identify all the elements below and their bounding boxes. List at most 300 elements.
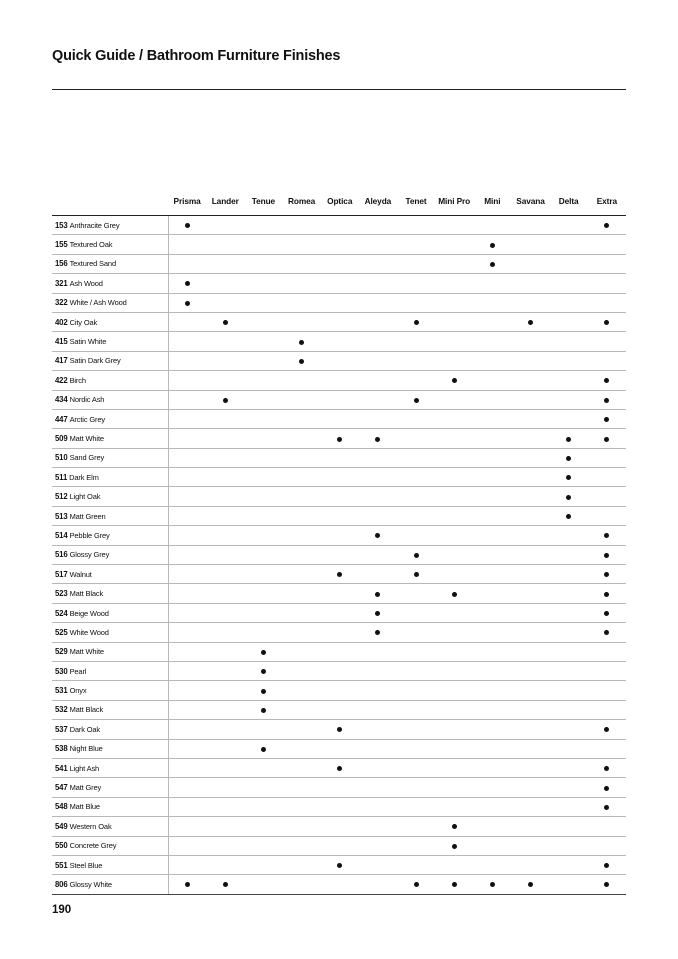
finish-code: 523 xyxy=(55,589,68,599)
availability-cell xyxy=(435,468,473,487)
availability-cell xyxy=(244,526,282,545)
availability-cell xyxy=(244,312,282,331)
availability-cell xyxy=(550,409,588,428)
finish-label xyxy=(52,739,168,758)
finish-name: Matt Grey xyxy=(69,783,102,793)
availability-cell xyxy=(168,429,206,448)
availability-cell xyxy=(397,875,435,894)
availability-cell xyxy=(206,565,244,584)
finish-label xyxy=(52,487,168,506)
availability-cell xyxy=(511,642,549,661)
availability-cell xyxy=(588,739,626,758)
availability-cell xyxy=(282,720,320,739)
availability-cell xyxy=(244,371,282,390)
finish-name: White Wood xyxy=(69,627,109,637)
availability-cell xyxy=(511,584,549,603)
table-row xyxy=(52,584,626,603)
availability-cell xyxy=(397,758,435,777)
availability-cell xyxy=(244,409,282,428)
availability-cell xyxy=(282,875,320,894)
availability-dot-icon xyxy=(375,630,380,635)
availability-cell xyxy=(550,875,588,894)
availability-cell xyxy=(473,409,511,428)
finishes-table xyxy=(52,186,626,895)
availability-cell xyxy=(321,603,359,622)
availability-cell xyxy=(435,487,473,506)
availability-cell xyxy=(511,351,549,370)
availability-cell xyxy=(397,429,435,448)
availability-cell xyxy=(397,565,435,584)
availability-cell xyxy=(282,758,320,777)
availability-dot-icon xyxy=(452,844,457,849)
availability-cell xyxy=(511,603,549,622)
availability-cell xyxy=(321,681,359,700)
table-row xyxy=(52,661,626,680)
availability-cell xyxy=(511,836,549,855)
availability-cell xyxy=(397,487,435,506)
availability-cell xyxy=(168,642,206,661)
availability-cell xyxy=(473,468,511,487)
availability-cell xyxy=(206,875,244,894)
availability-cell xyxy=(550,545,588,564)
availability-cell xyxy=(473,700,511,719)
availability-cell xyxy=(206,778,244,797)
availability-cell xyxy=(359,429,397,448)
availability-dot-icon xyxy=(604,320,609,325)
availability-cell xyxy=(321,429,359,448)
availability-cell xyxy=(550,584,588,603)
availability-cell xyxy=(435,700,473,719)
availability-cell xyxy=(206,487,244,506)
availability-cell xyxy=(588,390,626,409)
availability-cell xyxy=(244,642,282,661)
availability-cell xyxy=(511,817,549,836)
availability-dot-icon xyxy=(566,495,571,500)
table-row xyxy=(52,235,626,254)
availability-cell xyxy=(321,817,359,836)
availability-cell xyxy=(321,487,359,506)
availability-cell xyxy=(550,487,588,506)
availability-cell xyxy=(588,216,626,235)
availability-cell xyxy=(473,293,511,312)
column-header-tenue: Tenue xyxy=(244,186,282,216)
availability-cell xyxy=(282,700,320,719)
availability-cell xyxy=(321,778,359,797)
column-header-tenet: Tenet xyxy=(397,186,435,216)
availability-cell xyxy=(244,797,282,816)
availability-cell xyxy=(168,371,206,390)
finish-label xyxy=(52,254,168,273)
availability-cell xyxy=(168,700,206,719)
availability-cell xyxy=(473,720,511,739)
availability-cell xyxy=(397,448,435,467)
finish-label xyxy=(52,603,168,622)
availability-cell xyxy=(588,623,626,642)
finish-label xyxy=(52,855,168,874)
availability-cell xyxy=(435,545,473,564)
availability-cell xyxy=(282,254,320,273)
availability-cell xyxy=(588,468,626,487)
finish-name: Matt Black xyxy=(69,705,104,715)
availability-cell xyxy=(244,817,282,836)
availability-cell xyxy=(321,836,359,855)
availability-cell xyxy=(397,661,435,680)
availability-cell xyxy=(473,235,511,254)
table-row xyxy=(52,681,626,700)
availability-cell xyxy=(588,797,626,816)
availability-cell xyxy=(321,720,359,739)
finish-name: Steel Blue xyxy=(69,860,103,870)
availability-cell xyxy=(168,739,206,758)
availability-cell xyxy=(321,661,359,680)
availability-cell xyxy=(321,584,359,603)
finish-name: Matt Green xyxy=(69,511,106,521)
availability-cell xyxy=(588,758,626,777)
table-row xyxy=(52,526,626,545)
availability-cell xyxy=(473,661,511,680)
availability-cell xyxy=(473,216,511,235)
availability-cell xyxy=(206,526,244,545)
availability-dot-icon xyxy=(452,592,457,597)
availability-cell xyxy=(397,739,435,758)
availability-cell xyxy=(168,409,206,428)
availability-cell xyxy=(435,351,473,370)
availability-cell xyxy=(168,584,206,603)
availability-cell xyxy=(473,526,511,545)
availability-cell xyxy=(473,351,511,370)
availability-dot-icon xyxy=(604,572,609,577)
availability-cell xyxy=(550,758,588,777)
finish-code: 509 xyxy=(55,433,68,443)
availability-cell xyxy=(511,661,549,680)
availability-cell xyxy=(473,506,511,525)
availability-cell xyxy=(282,681,320,700)
availability-cell xyxy=(435,836,473,855)
table-row xyxy=(52,506,626,525)
availability-cell xyxy=(511,312,549,331)
availability-cell xyxy=(321,739,359,758)
availability-cell xyxy=(321,409,359,428)
availability-cell xyxy=(397,312,435,331)
availability-cell xyxy=(588,565,626,584)
availability-cell xyxy=(168,661,206,680)
availability-cell xyxy=(244,254,282,273)
availability-cell xyxy=(588,855,626,874)
availability-cell xyxy=(473,371,511,390)
availability-cell xyxy=(282,371,320,390)
availability-cell xyxy=(511,700,549,719)
availability-cell xyxy=(321,797,359,816)
availability-dot-icon xyxy=(414,320,419,325)
availability-cell xyxy=(588,429,626,448)
column-header-extra: Extra xyxy=(588,186,626,216)
availability-dot-icon xyxy=(604,553,609,558)
table-row xyxy=(52,855,626,874)
availability-cell xyxy=(511,468,549,487)
finish-name: Textured Sand xyxy=(69,259,116,269)
availability-cell xyxy=(397,545,435,564)
finish-label xyxy=(52,584,168,603)
availability-cell xyxy=(321,545,359,564)
availability-cell xyxy=(168,875,206,894)
availability-cell xyxy=(244,390,282,409)
availability-cell xyxy=(588,312,626,331)
finish-name: Textured Oak xyxy=(69,240,113,250)
availability-dot-icon xyxy=(566,475,571,480)
availability-cell xyxy=(359,468,397,487)
column-header-savana: Savana xyxy=(511,186,549,216)
finish-name: Dark Oak xyxy=(69,724,101,734)
availability-cell xyxy=(206,797,244,816)
availability-cell xyxy=(244,739,282,758)
table-row xyxy=(52,274,626,293)
availability-cell xyxy=(550,681,588,700)
table-row xyxy=(52,371,626,390)
availability-cell xyxy=(206,468,244,487)
finish-code: 153 xyxy=(55,220,68,230)
availability-dot-icon xyxy=(299,340,304,345)
availability-cell xyxy=(359,875,397,894)
finish-label xyxy=(52,797,168,816)
availability-cell xyxy=(282,235,320,254)
availability-cell xyxy=(397,603,435,622)
availability-cell xyxy=(282,778,320,797)
availability-cell xyxy=(550,565,588,584)
availability-cell xyxy=(206,836,244,855)
availability-dot-icon xyxy=(223,882,228,887)
availability-cell xyxy=(321,274,359,293)
availability-cell xyxy=(282,565,320,584)
finish-code: 511 xyxy=(55,472,68,482)
availability-cell xyxy=(435,681,473,700)
availability-cell xyxy=(244,487,282,506)
availability-cell xyxy=(206,254,244,273)
availability-cell xyxy=(435,216,473,235)
availability-cell xyxy=(359,584,397,603)
table-row xyxy=(52,700,626,719)
availability-cell xyxy=(588,448,626,467)
table-row xyxy=(52,565,626,584)
finish-name: Pebble Grey xyxy=(69,530,110,540)
availability-cell xyxy=(588,235,626,254)
availability-cell xyxy=(206,661,244,680)
finish-label xyxy=(52,371,168,390)
table-header-row xyxy=(52,186,626,216)
availability-cell xyxy=(282,817,320,836)
availability-cell xyxy=(473,778,511,797)
availability-cell xyxy=(359,506,397,525)
availability-cell xyxy=(435,235,473,254)
availability-cell xyxy=(588,700,626,719)
availability-cell xyxy=(359,371,397,390)
table-row xyxy=(52,429,626,448)
finish-code: 517 xyxy=(55,569,68,579)
availability-cell xyxy=(282,797,320,816)
availability-cell xyxy=(473,642,511,661)
finish-label xyxy=(52,545,168,564)
finish-code: 541 xyxy=(55,763,68,773)
availability-dot-icon xyxy=(185,301,190,306)
availability-cell xyxy=(359,487,397,506)
availability-cell xyxy=(321,565,359,584)
finish-name: Night Blue xyxy=(69,744,103,754)
availability-cell xyxy=(473,758,511,777)
availability-cell xyxy=(168,797,206,816)
finish-code: 538 xyxy=(55,744,68,754)
finish-name: City Oak xyxy=(69,317,98,327)
availability-cell xyxy=(397,700,435,719)
finish-code: 514 xyxy=(55,530,68,540)
availability-cell xyxy=(511,855,549,874)
availability-cell xyxy=(168,817,206,836)
availability-cell xyxy=(435,506,473,525)
availability-cell xyxy=(435,661,473,680)
finish-name: Glossy Grey xyxy=(69,550,110,560)
availability-cell xyxy=(359,739,397,758)
availability-cell xyxy=(397,390,435,409)
availability-dot-icon xyxy=(452,882,457,887)
availability-cell xyxy=(321,254,359,273)
availability-cell xyxy=(511,409,549,428)
finish-name: Concrete Grey xyxy=(69,841,117,851)
availability-cell xyxy=(206,758,244,777)
availability-cell xyxy=(473,312,511,331)
finish-label xyxy=(52,274,168,293)
availability-cell xyxy=(550,216,588,235)
availability-cell xyxy=(550,274,588,293)
availability-cell xyxy=(282,390,320,409)
availability-cell xyxy=(511,254,549,273)
column-header-romea: Romea xyxy=(282,186,320,216)
finish-code: 510 xyxy=(55,453,68,463)
table-row xyxy=(52,720,626,739)
column-header-aleyda: Aleyda xyxy=(359,186,397,216)
availability-cell xyxy=(359,855,397,874)
availability-cell xyxy=(359,758,397,777)
finish-label xyxy=(52,409,168,428)
availability-cell xyxy=(435,390,473,409)
availability-cell xyxy=(321,623,359,642)
availability-cell xyxy=(244,293,282,312)
availability-dot-icon xyxy=(604,417,609,422)
availability-cell xyxy=(359,390,397,409)
availability-cell xyxy=(168,312,206,331)
availability-dot-icon xyxy=(566,456,571,461)
availability-cell xyxy=(206,274,244,293)
availability-cell xyxy=(473,681,511,700)
availability-dot-icon xyxy=(414,882,419,887)
availability-cell xyxy=(473,274,511,293)
availability-cell xyxy=(397,855,435,874)
finish-code: 422 xyxy=(55,375,68,385)
availability-cell xyxy=(244,584,282,603)
finish-name: Glossy White xyxy=(69,879,112,889)
availability-cell xyxy=(435,603,473,622)
availability-cell xyxy=(397,817,435,836)
availability-cell xyxy=(168,274,206,293)
finish-name: Beige Wood xyxy=(69,608,109,618)
table-row xyxy=(52,739,626,758)
availability-cell xyxy=(244,603,282,622)
availability-cell xyxy=(435,797,473,816)
availability-cell xyxy=(473,390,511,409)
availability-cell xyxy=(321,526,359,545)
table-row xyxy=(52,642,626,661)
availability-cell xyxy=(435,274,473,293)
availability-cell xyxy=(473,817,511,836)
availability-dot-icon xyxy=(604,863,609,868)
availability-cell xyxy=(206,720,244,739)
availability-cell xyxy=(550,448,588,467)
table-row xyxy=(52,351,626,370)
availability-cell xyxy=(397,584,435,603)
availability-cell xyxy=(206,642,244,661)
availability-cell xyxy=(473,603,511,622)
finish-label xyxy=(52,293,168,312)
availability-cell xyxy=(206,390,244,409)
availability-cell xyxy=(206,312,244,331)
finish-label xyxy=(52,235,168,254)
availability-dot-icon xyxy=(604,611,609,616)
availability-cell xyxy=(359,216,397,235)
availability-cell xyxy=(168,254,206,273)
availability-cell xyxy=(282,739,320,758)
availability-cell xyxy=(359,681,397,700)
availability-cell xyxy=(473,254,511,273)
availability-cell xyxy=(588,584,626,603)
availability-cell xyxy=(511,216,549,235)
finish-code: 512 xyxy=(55,492,68,502)
availability-cell xyxy=(282,603,320,622)
column-header-mini: Mini xyxy=(473,186,511,216)
availability-cell xyxy=(397,235,435,254)
availability-cell xyxy=(168,487,206,506)
finish-code: 547 xyxy=(55,783,68,793)
availability-cell xyxy=(359,642,397,661)
availability-cell xyxy=(282,642,320,661)
availability-cell xyxy=(511,429,549,448)
finish-label xyxy=(52,506,168,525)
finish-code: 322 xyxy=(55,298,68,308)
availability-cell xyxy=(244,468,282,487)
finish-code: 513 xyxy=(55,511,68,521)
availability-cell xyxy=(244,700,282,719)
availability-cell xyxy=(473,623,511,642)
finish-code: 155 xyxy=(55,240,68,250)
finish-label xyxy=(52,390,168,409)
finish-code: 434 xyxy=(55,395,68,405)
availability-dot-icon xyxy=(604,378,609,383)
availability-cell xyxy=(359,700,397,719)
availability-dot-icon xyxy=(604,882,609,887)
finish-code: 537 xyxy=(55,724,68,734)
availability-cell xyxy=(473,487,511,506)
availability-cell xyxy=(550,720,588,739)
availability-cell xyxy=(511,545,549,564)
finish-label xyxy=(52,642,168,661)
availability-cell xyxy=(282,409,320,428)
availability-cell xyxy=(435,371,473,390)
availability-cell xyxy=(550,526,588,545)
availability-cell xyxy=(244,681,282,700)
availability-dot-icon xyxy=(604,592,609,597)
availability-cell xyxy=(168,351,206,370)
availability-dot-icon xyxy=(604,805,609,810)
availability-cell xyxy=(282,623,320,642)
availability-cell xyxy=(511,565,549,584)
availability-cell xyxy=(473,855,511,874)
availability-dot-icon xyxy=(490,243,495,248)
